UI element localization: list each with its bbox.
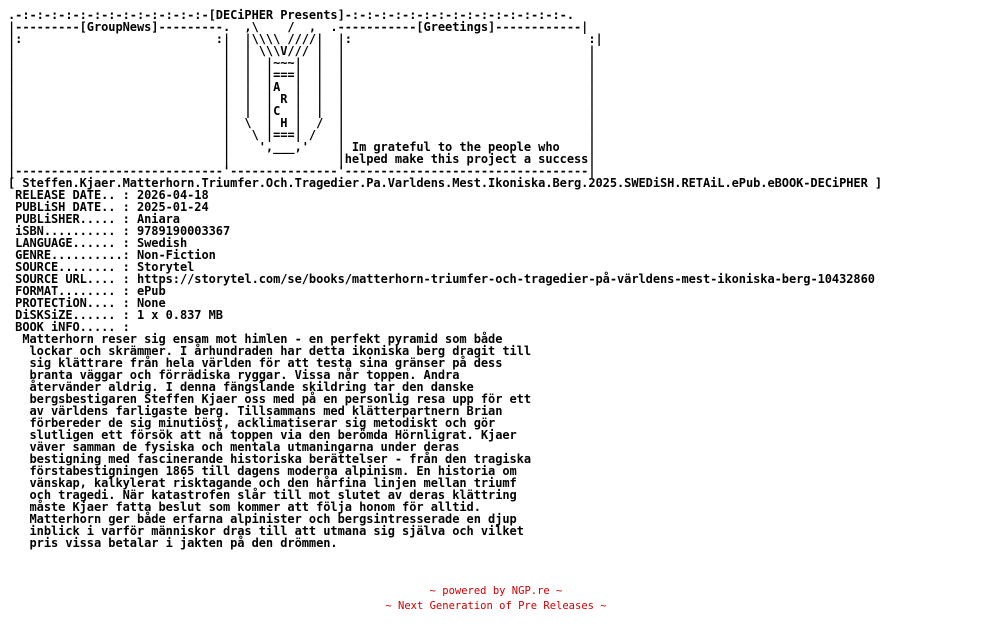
info-field-label: GENRE..........: bbox=[8, 248, 137, 262]
info-field-value: ePub bbox=[136, 284, 166, 298]
banner-line: | | | |===| | | | bbox=[8, 68, 596, 82]
banner-line: |-----------------------------'---------------'----------------------------------| bbox=[8, 164, 596, 178]
info-field-value: None bbox=[136, 296, 166, 310]
info-field-value: 2026-04-18 bbox=[136, 188, 209, 202]
banner-line: | | \ |===| / | | bbox=[8, 128, 596, 142]
book-info-line: vänskap, kalkylerat risktagande och den hårfina linjen mellan triumf bbox=[8, 476, 517, 490]
book-info-line: förbereder de sig minutiöst, acklimatiserar sig metodiskt och gör bbox=[8, 416, 496, 430]
banner-line: |: :| |\\\\ ////| |: :| bbox=[8, 32, 603, 46]
powered-by-prefix: ~ powered by bbox=[429, 585, 512, 597]
info-field-label: PROTECTiON.... : bbox=[8, 296, 137, 310]
banner-line: .-:-:-:-:-:-:-:-:-:-:-:-:-:-[DECiPHER Presents]-:-:-:-:-:-:-:-:-:-:-:-:-:-:-:-. bbox=[8, 8, 575, 22]
book-info-line: branta väggar och förrädiska ryggar. Vissa når toppen. Andra bbox=[8, 368, 460, 382]
info-field-value: Aniara bbox=[136, 212, 180, 226]
info-field-value: https://storytel.com/se/books/matterhorn-triumfer-och-tragedier-på-världens-mest-ikoniska-berg-10432860 bbox=[136, 272, 875, 286]
info-field-label: PUBLiSH DATE.. : bbox=[8, 200, 137, 214]
banner-line: | | \ | H | / | | bbox=[8, 116, 596, 130]
banner-line: | | | |~~~| | | | bbox=[8, 56, 596, 70]
info-field-label: RELEASE DATE.. : bbox=[8, 188, 137, 202]
book-info-line: Matterhorn reser sig ensam mot himlen - en perfekt pyramid som både bbox=[8, 332, 503, 346]
info-field-label: FORMAT........ : bbox=[8, 284, 137, 298]
info-field-label: SOURCE........ : bbox=[8, 260, 137, 274]
book-info-line: av världens farligaste berg. Tillsammans med klätterpartnern Brian bbox=[8, 404, 503, 418]
info-field-value: Non-Fiction bbox=[136, 248, 216, 262]
banner-line: | | ',___,' | Im grateful to the people who | bbox=[8, 140, 596, 154]
book-info-line: lockar och skrämmer. I århundraden har detta ikoniska berg dragit till bbox=[8, 344, 532, 358]
info-field-value: 2025-01-24 bbox=[136, 200, 209, 214]
book-info-text bbox=[8, 332, 531, 550]
footer-tagline: ~ Next Generation of Pre Releases ~ bbox=[385, 600, 607, 612]
info-field-value: 9789190003367 bbox=[136, 224, 231, 238]
info-field-label: BOOK iNFO..... : bbox=[8, 320, 137, 334]
banner-line: | | | | R | | | | bbox=[8, 92, 596, 106]
book-info-line: bestigning med fascinerande historiska berättelser - från den tragiska bbox=[8, 452, 532, 466]
info-field-label: LANGUAGE...... : bbox=[8, 236, 137, 250]
banner-line: |---------[GroupNews]---------. ,\ / , .-----------[Greetings]------------| bbox=[8, 20, 589, 34]
info-field-value: 1 x 0.837 MB bbox=[136, 308, 223, 322]
powered-by-line bbox=[0, 584, 992, 599]
info-field-value: Swedish bbox=[136, 236, 188, 250]
info-field-value: Storytel bbox=[136, 260, 195, 274]
release-info-fields bbox=[8, 188, 875, 334]
book-info-line: bergsbestigaren Steffen Kjaer oss med på en personlig resa upp för ett bbox=[8, 392, 532, 406]
book-info-line: pris vissa betalar i jakten på den drömmen. bbox=[8, 536, 338, 550]
info-field-label: iSBN.......... : bbox=[8, 224, 137, 238]
book-info-line: förstabestigningen 1865 till dagens moderna alpinism. En historia om bbox=[8, 464, 517, 478]
book-info-line: sig klättrare från hela världen för att testa sina gränser på dess bbox=[8, 356, 503, 370]
book-info-line: slutligen ett försök att nå toppen via den berömda Hörnligrat. Kjaer bbox=[8, 428, 517, 442]
info-field-label: SOURCE URL.... : bbox=[8, 272, 137, 286]
banner-line: | | | |C | | | | bbox=[8, 104, 596, 118]
book-info-line: och tragedi. När katastrofen slår till mot slutet av deras klättring bbox=[8, 488, 517, 502]
release-title: [ Steffen.Kjaer.Matterhorn.Triumfer.Och.Tragedier.Pa.Varldens.Mest.Ikoniska.Berg.2025.SWEDiSH.RETAiL.ePub.eBOOK-DECiPHER ] bbox=[8, 176, 883, 190]
book-info-line: återvänder aldrig. I denna fängslande skildring tar den danske bbox=[8, 380, 474, 394]
info-field-label: PUBLiSHER..... : bbox=[8, 212, 137, 226]
ngp-link[interactable]: NGP.re bbox=[511, 585, 550, 597]
banner-line: | | | |A | | | | bbox=[8, 80, 596, 94]
ascii-banner bbox=[8, 8, 603, 178]
nfo-document bbox=[8, 9, 882, 549]
banner-line: | | |helped make this project a success| bbox=[8, 152, 596, 166]
book-info-line: väver samman de fysiska och mentala utmaningarna under deras bbox=[8, 440, 460, 454]
book-info-line: inblick i varför människor dras till att utmana sig själva och vilket bbox=[8, 524, 524, 538]
banner-line: | | | \\\V/// | | | bbox=[8, 44, 596, 58]
info-field-label: DiSKSiZE...... : bbox=[8, 308, 137, 322]
book-info-line: Matterhorn ger både erfarna alpinister och bergsintresserade en djup bbox=[8, 512, 517, 526]
book-info-line: måste Kjaer fatta beslut som kommer att följa honom för alltid. bbox=[8, 500, 481, 514]
powered-by-suffix: ~ bbox=[549, 585, 563, 597]
